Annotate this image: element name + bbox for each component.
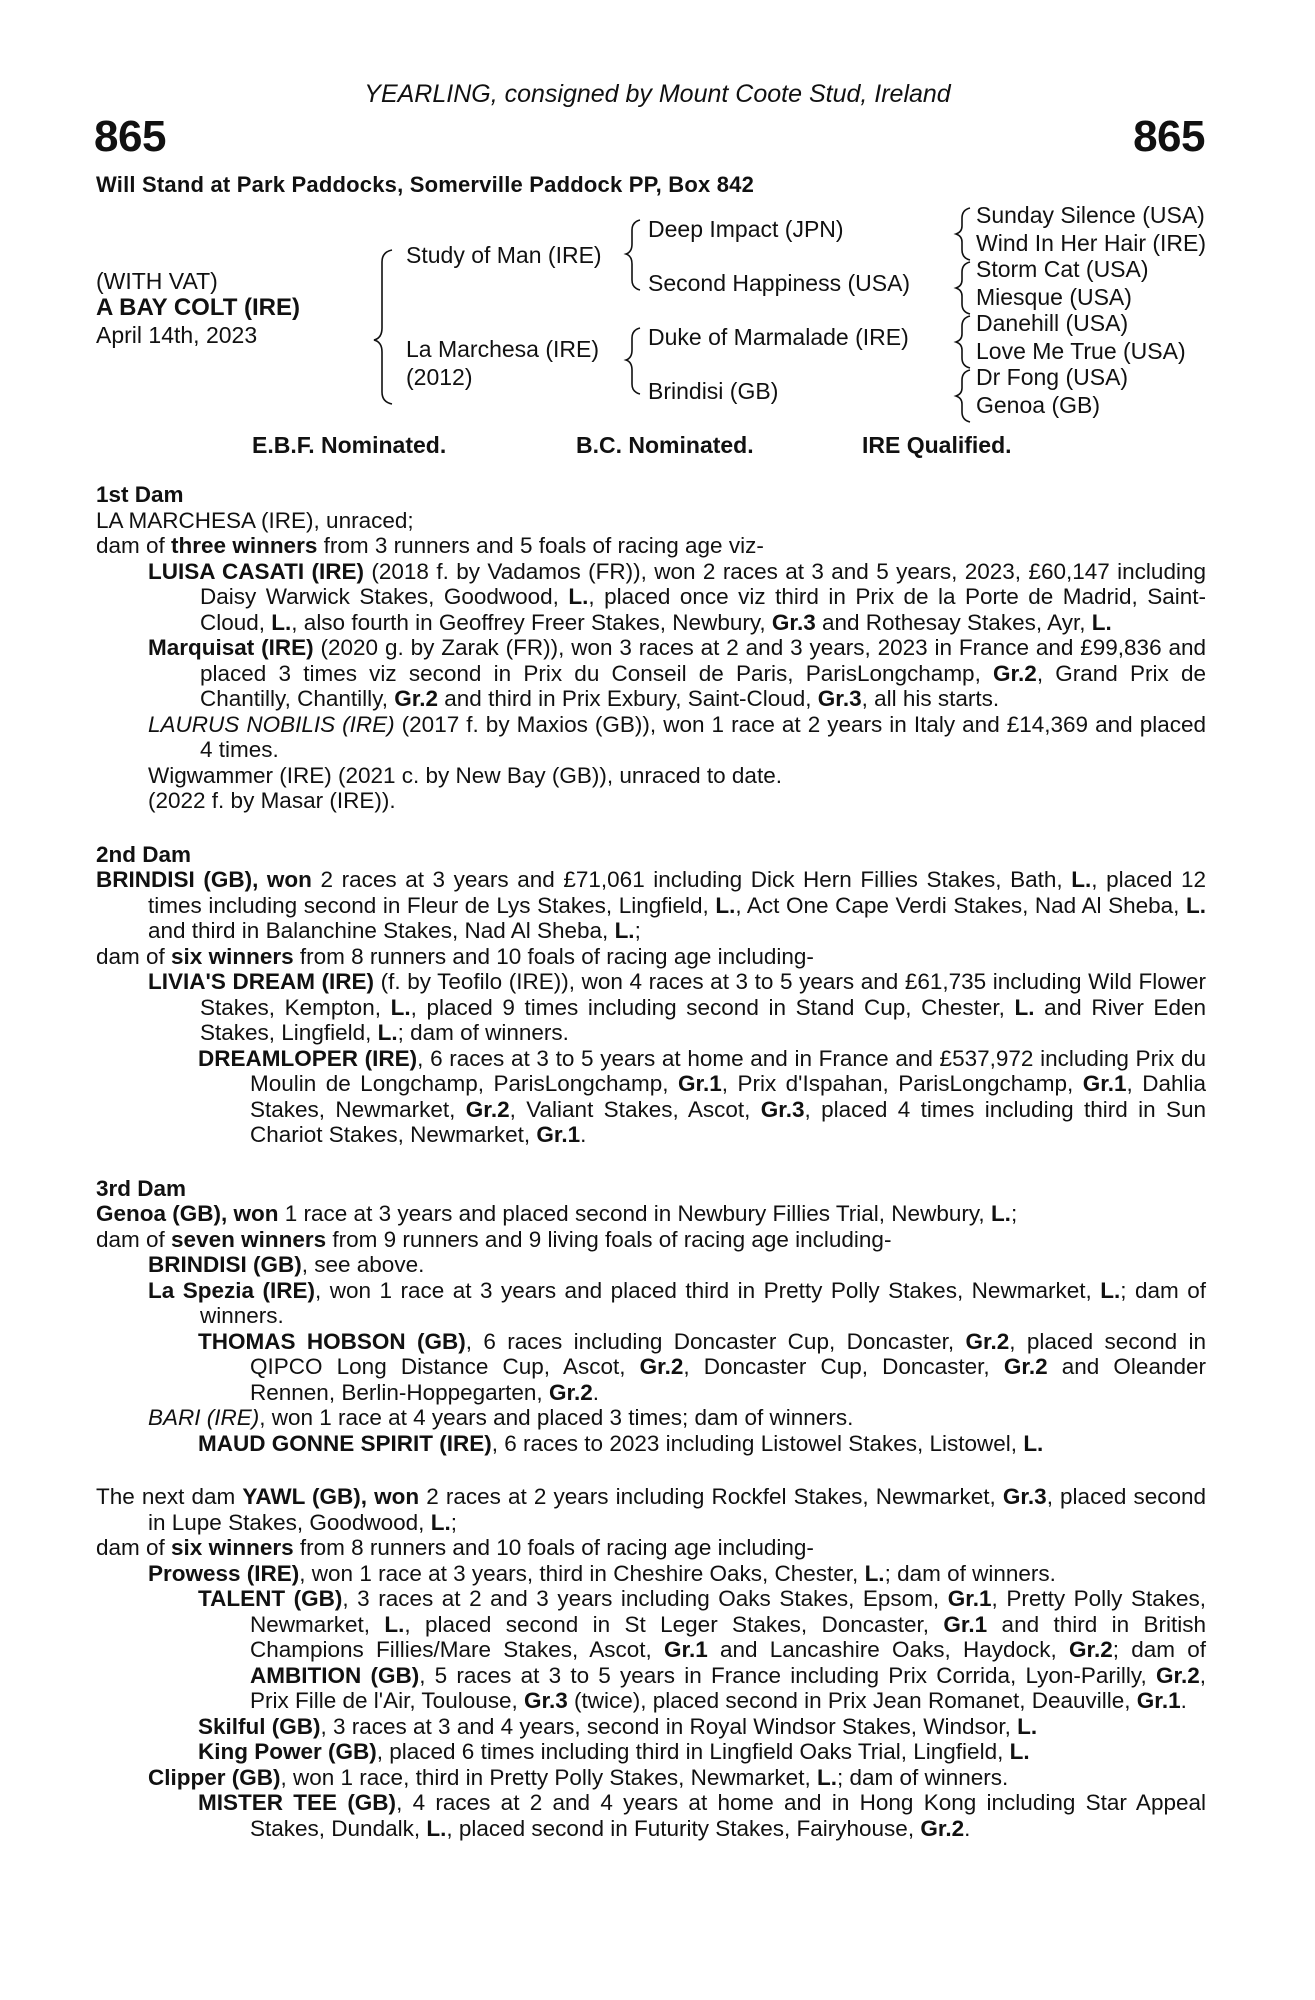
produce-entry: BARI (IRE), won 1 race at 4 years and placed 3 times; dam of winners. (148, 1405, 854, 1430)
great-grandsire-2: Storm Cat (USA) (976, 256, 1149, 282)
third-dam-produce-summary: dam of seven winners from 9 runners and 9 living foals of racing age including- (96, 1226, 892, 1252)
second-dam-produce-summary: dam of six winners from 8 runners and 10 foals of racing age including- (96, 943, 814, 969)
third-dam-heading: 3rd Dam (96, 1175, 187, 1201)
produce-entry: DREAMLOPER (IRE), 6 races at 3 to 5 years at home and in France and £537,972 including Prix du Moulin de Longchamp, ParisLongchamp, Gr.1, Prix d'Ispahan, ParisLongchamp, Gr.1, Dahlia Stakes, Newmarket, Gr.2, Valiant Stakes, Ascot, Gr.3, placed 4 times including third in Sun Chariot Stakes, Newmarket, Gr.1. (198, 1045, 1207, 1147)
great-granddam-2: Miesque (USA) (976, 284, 1132, 310)
produce-entry: TALENT (GB), 3 races at 2 and 3 years including Oaks Stakes, Epsom, Gr.1, Pretty Polly Stakes, Newmarket, L., placed second in St Leger Stakes, Doncaster, Gr.1 and third in British Champions Fillies/Mare Stakes, Ascot, Gr.1 and Lancashire Oaks, Haydock, Gr.2; dam of AMBITION (GB), 5 races at 3 to 5 years in France including Prix Corrida, Lyon-Parilly, Gr.2, Prix Fille de l'Air, Toulouse, Gr.3 (twice), placed second in Prix Jean Romanet, Deauville, Gr.1. (198, 1586, 1207, 1713)
produce-entry: Wigwammer (IRE) (2021 c. by New Bay (GB)), unraced to date. (148, 762, 782, 788)
horse-name: A BAY COLT (IRE) (96, 294, 301, 321)
sire: Study of Man (IRE) (406, 242, 602, 268)
stand-info: Will Stand at Park Paddocks, Somerville Paddock PP, Box 842 (96, 172, 755, 197)
great-granddam-4: Genoa (GB) (976, 392, 1100, 418)
produce-entry: MAUD GONNE SPIRIT (IRE), 6 races to 2023 including Listowel Stakes, Listowel, L. (198, 1430, 1044, 1456)
produce-entry: LAURUS NOBILIS (IRE) (2017 f. by Maxios (GB)), won 1 race at 2 years in Italy and £14,369 and placed 4 times. (148, 711, 1206, 762)
first-dam-line: LA MARCHESA (IRE), unraced; (96, 507, 414, 533)
great-grandsire-1: Sunday Silence (USA) (976, 202, 1205, 228)
great-granddam-1: Wind In Her Hair (IRE) (976, 230, 1207, 256)
foaling-date: April 14th, 2023 (96, 322, 258, 348)
lot-number-left: 865 (94, 112, 166, 161)
first-dam-heading: 1st Dam (96, 482, 184, 507)
produce-entry: King Power (GB), placed 6 times including third in Lingfield Oaks Trial, Lingfield, L. (198, 1739, 1030, 1764)
second-dam-record: BRINDISI (GB), won 2 races at 3 years and £71,061 including Dick Hern Fillies Stakes, Bath, L., placed 12 times including second in Fleur de Lys Stakes, Lingfield, L., Act One Cape Verdi Stakes, Nad Al Sheba, L. and third in Balanchine Stakes, Nad Al Sheba, L.; (96, 867, 1206, 943)
dam: La Marchesa (IRE) (406, 336, 600, 362)
first-dam-produce-summary: dam of three winners from 3 runners and 5 foals of racing age viz- (96, 533, 764, 558)
great-grandsire-3: Danehill (USA) (976, 310, 1129, 336)
sire-sire: Deep Impact (JPN) (648, 216, 844, 242)
vat-note: (WITH VAT) (96, 268, 218, 294)
produce-entry: BRINDISI (GB), see above. (148, 1252, 425, 1277)
produce-entry: La Spezia (IRE), won 1 race at 3 years and placed third in Pretty Polly Stakes, Newmarket, L.; dam of winners. (148, 1277, 1206, 1328)
catalogue-body (96, 482, 1206, 1841)
sire-dam: Second Happiness (USA) (648, 270, 911, 296)
dam-sire: Duke of Marmalade (IRE) (648, 324, 909, 350)
produce-entry: LIVIA'S DREAM (IRE) (f. by Teofilo (IRE)), won 4 races at 3 to 5 years and £61,735 including Wild Flower Stakes, Kempton, L., placed 9 times including second in Stand Cup, Chester, L. and River Eden Stakes, Lingfield, L.; dam of winners. (148, 969, 1206, 1045)
great-grandsire-4: Dr Fong (USA) (976, 364, 1129, 390)
next-dam-record: The next dam YAWL (GB), won 2 races at 2 years including Rockfel Stakes, Newmarket, Gr.3, placed second in Lupe Stakes, Goodwood, L.; (96, 1484, 1207, 1535)
ire-qualified: IRE Qualified. (862, 432, 1012, 458)
produce-entry: Skilful (GB), 3 races at 3 and 4 years, second in Royal Windsor Stakes, Windsor, L. (198, 1713, 1038, 1739)
lot-number-right: 865 (1133, 112, 1205, 161)
produce-entry: Marquisat (IRE) (2020 g. by Zarak (FR)), won 3 races at 2 and 3 years, 2023 in France and £99,836 and placed 3 times viz second in Prix du Conseil de Paris, ParisLongchamp, Gr.2, Grand Prix de Chantilly, Chantilly, Gr.2 and third in Prix Exbury, Saint-Cloud, Gr.3, all his starts. (148, 635, 1207, 711)
produce-entry: THOMAS HOBSON (GB), 6 races including Doncaster Cup, Doncaster, Gr.2, placed second in QIPCO Long Distance Cup, Ascot, Gr.2, Doncaster Cup, Doncaster, Gr.2 and Oleander Rennen, Berlin-Hoppegarten, Gr.2. (198, 1328, 1206, 1405)
third-dam-record: Genoa (GB), won 1 race at 3 years and placed second in Newbury Fillies Trial, Newbury, L.; (96, 1201, 1018, 1226)
consignor-title: YEARLING, consigned by Mount Coote Stud, Ireland (364, 80, 951, 108)
bc-nomination: B.C. Nominated. (576, 432, 754, 458)
dam-year: (2012) (406, 364, 473, 390)
produce-entry: (2022 f. by Masar (IRE)). (148, 788, 396, 813)
great-granddam-3: Love Me True (USA) (976, 338, 1186, 364)
produce-entry: MISTER TEE (GB), 4 races at 2 and 4 years at home and in Hong Kong including Star Appeal Stakes, Dundalk, L., placed second in Futurity Stakes, Fairyhouse, Gr.2. (198, 1790, 1206, 1841)
dam-dam: Brindisi (GB) (648, 378, 779, 404)
next-dam-produce-summary: dam of six winners from 8 runners and 10 foals of racing age including- (96, 1535, 814, 1560)
produce-entry: LUISA CASATI (IRE) (2018 f. by Vadamos (FR)), won 2 races at 3 and 5 years, 2023, £60,147 including Daisy Warwick Stakes, Goodwood, L., placed once viz third in Prix de la Porte de Madrid, Saint-Cloud, L., also fourth in Geoffrey Freer Stakes, Newbury, Gr.3 and Rothesay Stakes, Ayr, L. (148, 558, 1206, 635)
produce-entry: Clipper (GB), won 1 race, third in Pretty Polly Stakes, Newmarket, L.; dam of winners. (148, 1764, 1009, 1790)
ebf-nomination: E.B.F. Nominated. (252, 432, 447, 458)
second-dam-heading: 2nd Dam (96, 841, 192, 867)
produce-entry: Prowess (IRE), won 1 race at 3 years, third in Cheshire Oaks, Chester, L.; dam of winners. (148, 1560, 1056, 1586)
